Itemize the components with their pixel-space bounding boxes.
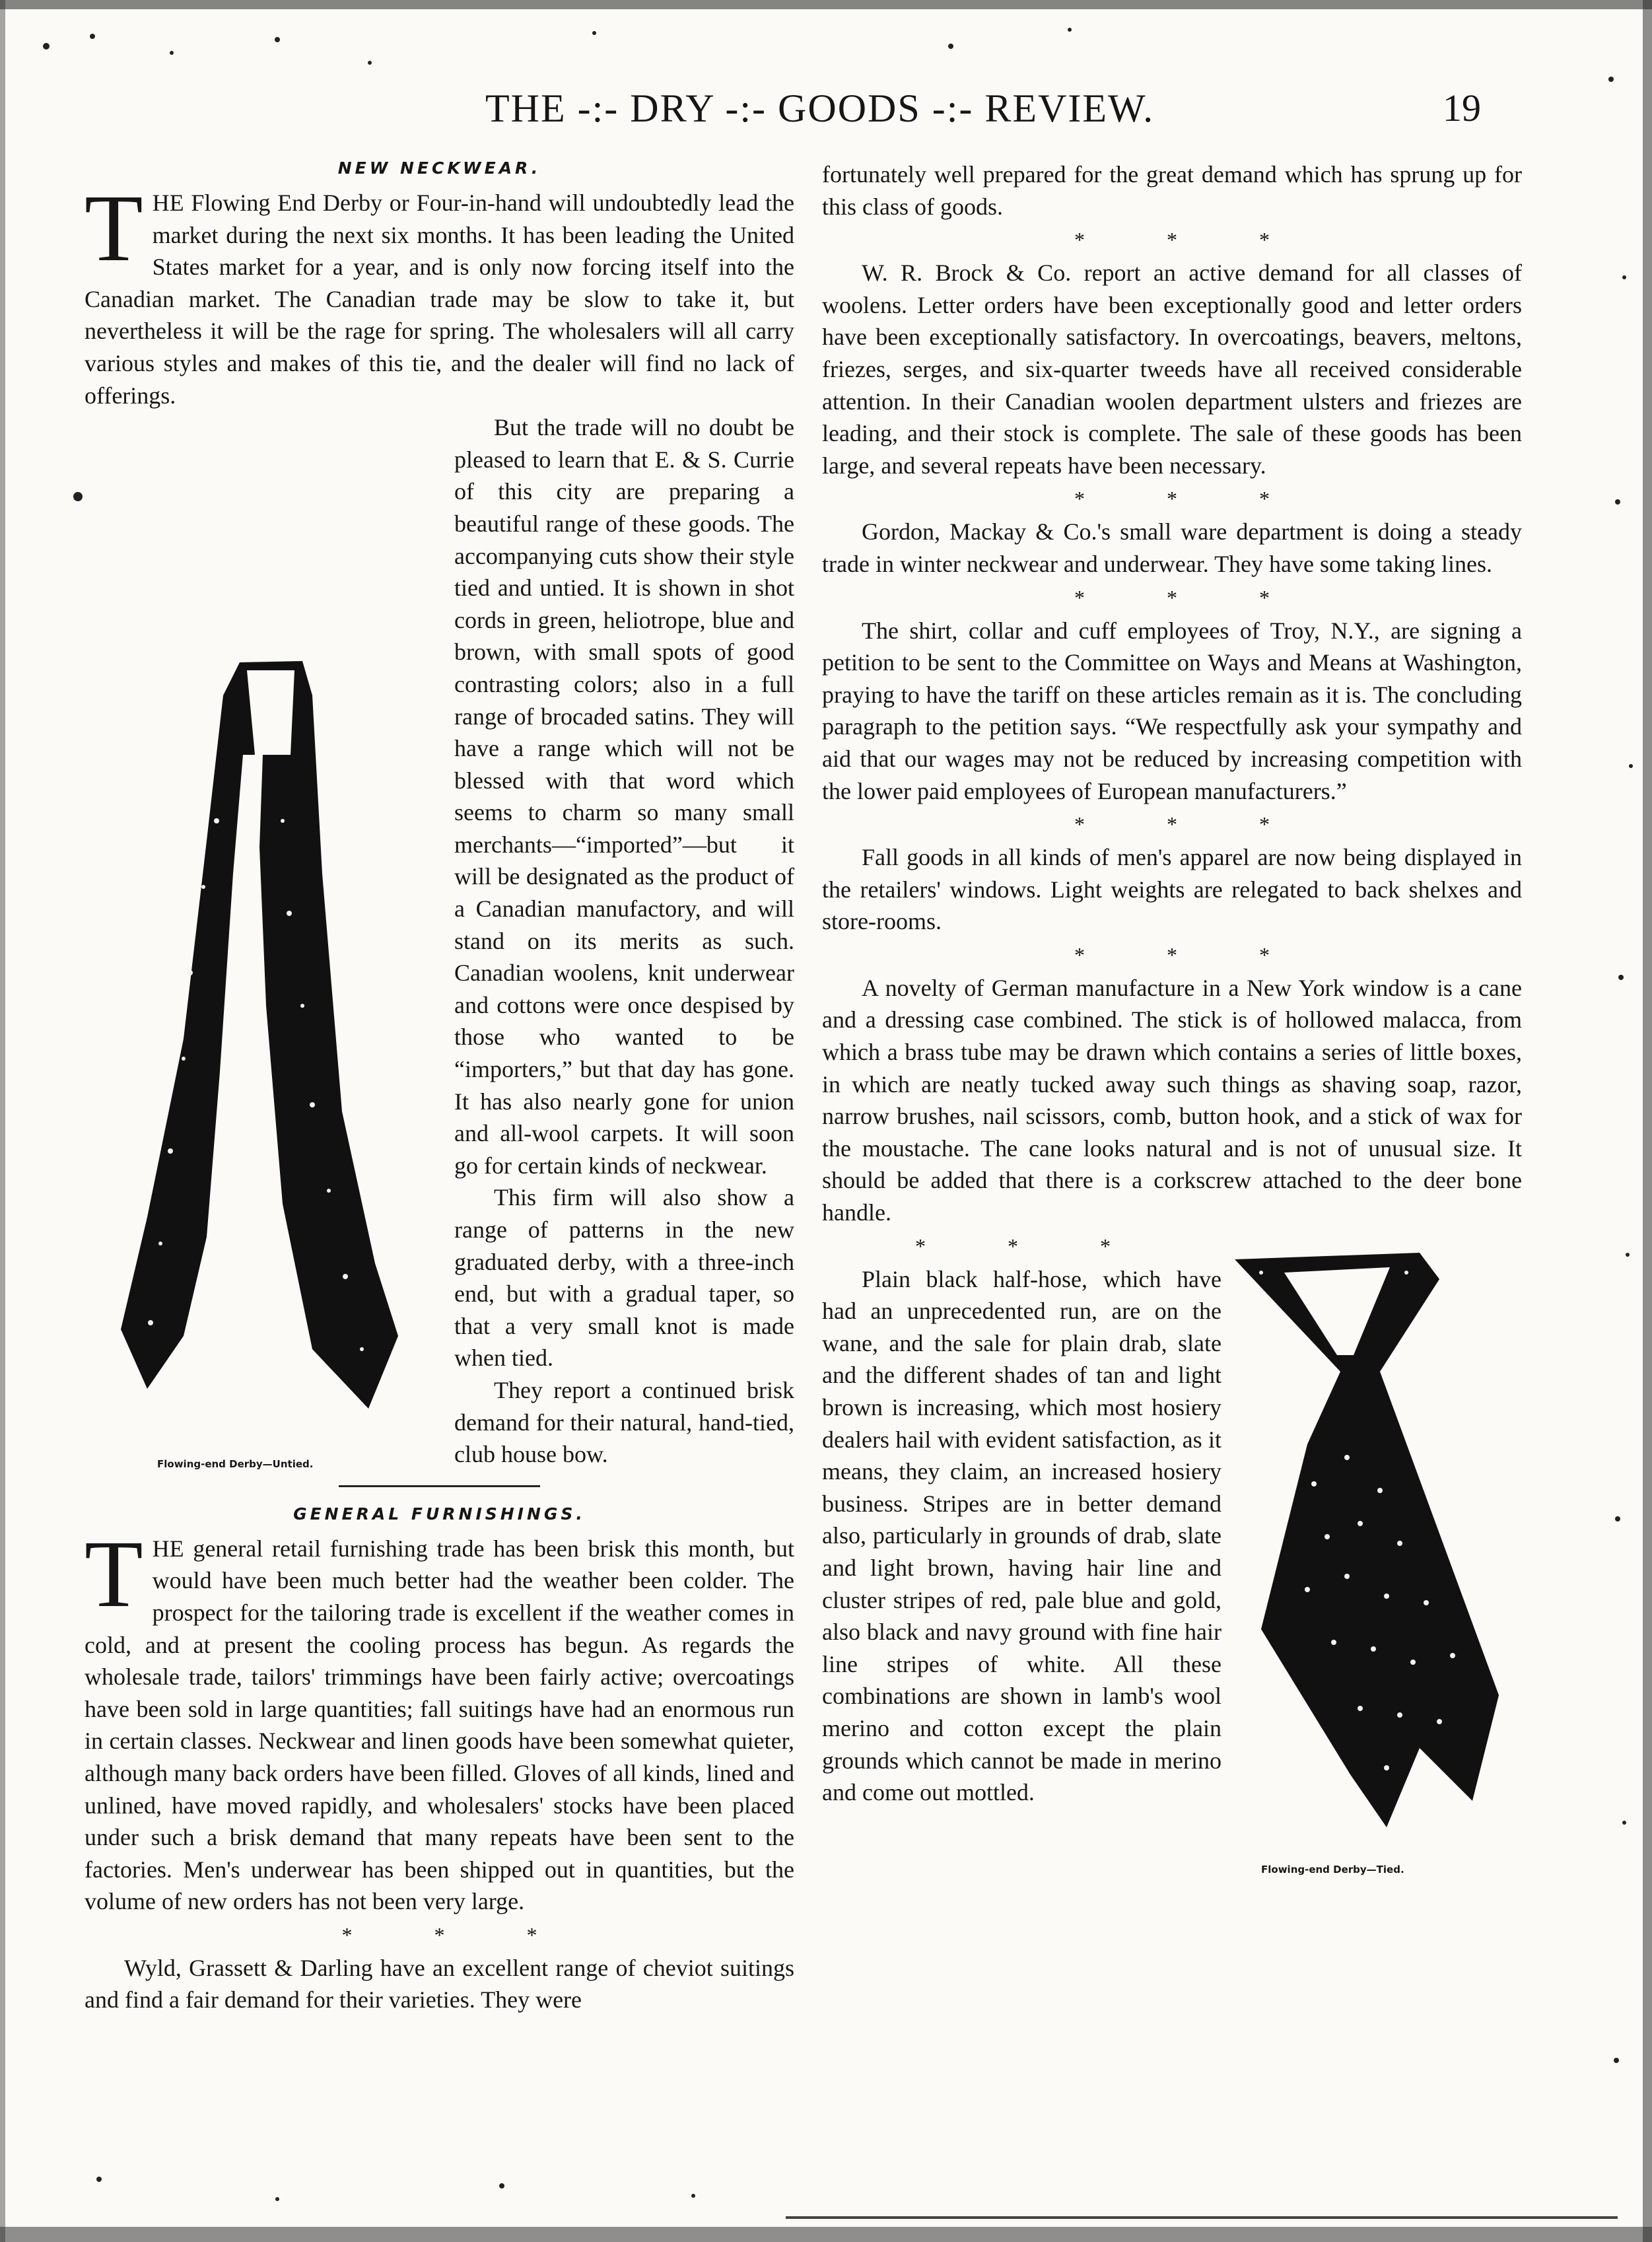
section-stars: * * *: [1074, 228, 1308, 252]
untied-derby-tie-illustration: [85, 411, 454, 1488]
general-furnishings-lead-text: HE general retail furnishing trade has been brisk this month, but would have been much better had the weather been colder. The prospect for the tailoring trade is excellent if the weather comes in cold, and at present the cooling process has begun. As regards the wholesale trade, tailors' trimmings have been fairly active; overcoatings have been sold in large quantities; fall suitings have had an enormous run in certain classes. Neckwear and linen goods have been somewhat quieter, although many back orders have been filled. Gloves of all kinds, lined and unlined, have moved rapidly, and wholesalers' stocks have been placed under such a brisk demand that many repeats have been sent to the factories. Men's underwear has been shipped out in quantities, but the volume of new orders has not been very large.: [85, 1535, 794, 1915]
tied-derby-tie-illustration: [1222, 1233, 1522, 1893]
left-column: [85, 158, 794, 2016]
masthead: THE -:- DRY -:- GOODS -:- REVIEW.: [485, 87, 1155, 130]
section-heading-general-furnishings: GENERAL FURNISHINGS.: [293, 1504, 586, 1524]
new-neckwear-lead-text: HE Flowing End Derby or Four-in-hand will undoubtedly lead the market during the next six months. It has been leading the United States market for a year, and is only now forcing itself into the Canadian market. The Canadian trade may be slow to take it, but nevertheless it will be the rage for spring. The wholesalers will all carry various styles and makes of this tie, and the dealer will find no lack of offerings.: [85, 190, 794, 409]
new-neckwear-graduated-derby-paragraph: This firm will also show a range of patterns in the new graduated derby, with a three-inch end, but with a gradual taper, so that a very small knot is made when tied.: [454, 1184, 794, 1372]
wyld-grassett-paragraph: Wyld, Grassett & Darling have an excellent range of cheviot suitings and find a fair demand for their varieties. They were: [85, 1954, 794, 2014]
dropcap: T: [85, 1521, 143, 1627]
new-neckwear-club-bow-paragraph: They report a continued brisk demand for their natural, hand-tied, club house bow.: [454, 1376, 794, 1468]
gordon-mackay-paragraph: Gordon, Mackay & Co.'s small ware department is doing a steady trade in winter neckwear and underwear. They have some taking lines.: [822, 518, 1522, 577]
section-stars: * * *: [341, 1922, 576, 1947]
running-head: [0, 86, 1652, 139]
troy-petition-paragraph: The shirt, collar and cuff employees of Troy, N.Y., are signing a petition to be sent to the Committee on Ways and Means at Washington, praying to have the tariff on these articles remain as it is. The concluding paragraph to the petition says. “We respectfully ask your sympathy and aid that our wages may not be reduced by increasing competition with the lower paid employees of European manufacturers.”: [822, 617, 1522, 804]
section-stars: * * *: [915, 1234, 1149, 1258]
section-stars: * * *: [1074, 942, 1308, 967]
section-stars: * * *: [1074, 487, 1308, 511]
section-stars: * * *: [1074, 812, 1308, 837]
right-column: [822, 158, 1522, 1893]
section-stars: * * *: [1074, 585, 1308, 610]
new-neckwear-intro: [85, 176, 794, 411]
half-hose-paragraph: Plain black half-hose, which have had an unprecedented run, are on the wane, and the sale for plain drab, slate and the different shades of tan and light brown is increasing, which most hosiery dealers hail with evident satisfaction, as it means, they claim, an increased hosiery business. Stripes are in better demand also, particularly in grounds of drab, slate and light brown, having hair line and cluster stripes of red, pale blue and gold, also black and navy ground with fine hair line stripes of white. All these combinations are shown in lamb's wool merino and cotton except the plain grounds which cannot be made in merino and come out mottled.: [822, 1265, 1222, 1806]
figure-tied-derby: [1222, 1233, 1522, 1893]
brock-paragraph: W. R. Brock & Co. report an active demand for all classes of woolens. Letter orders have been exceptionally good and letter orders have been exceptionally satisfactory. In overcoatings, beavers, meltons, friezes, serges, and six-quarter tweeds have all received considerable attention. In their Canadian woolen department ulsters and friezes are leading, and their stock is complete. The sale of these goods has been large, and several repeats have been necessary.: [822, 260, 1522, 479]
new-neckwear-currie-paragraph: But the trade will no doubt be pleased to learn that E. & S. Currie of this city are preparing a beautiful range of these goods. The accompanying cuts show their style tied and untied. It is shown in shot cords in green, heliotrope, blue and brown, with small spots of good contrasting colors; also in a full range of brocaded satins. They will have a range which will not be blessed with that word which seems to charm so many small merchants—“imported”—but it will be designated as the product of a Canadian manufactory, and will stand on its merits as such. Canadian woolens, knit underwear and cottons were once despised by those who wanted to be “importers,” but that day has gone. It has also nearly gone for union and all-wool carpets. It will soon go for certain kinds of neckwear.: [454, 414, 794, 1179]
fall-goods-paragraph: Fall goods in all kinds of men's apparel are now being displayed in the retailers' windows. Light weights are relegated to back shelxes and store-rooms.: [822, 844, 1522, 935]
figure-caption-tied: Flowing-end Derby—Tied.: [1261, 1863, 1404, 1875]
cane-novelty-paragraph: A novelty of German manufacture in a New York window is a cane and a dressing case combined. The stick is of hollowed malacca, from which a brass tube may be drawn which contains a series of little boxes, in which are neatly tucked away such things as shaving soap, razor, narrow brushes, nail scissors, comb, button hook, and a stick of wax for the moustache. The cane looks natural and is not of unusual size. It should be added that there is a corkscrew attached to the deer bone handle.: [822, 974, 1522, 1226]
dropcap: T: [85, 176, 143, 281]
continued-paragraph: fortunately well prepared for the great demand which has sprung up for this class of goods.: [822, 161, 1522, 220]
page-number: 19: [1443, 87, 1481, 129]
section-heading-new-neckwear: NEW NECKWEAR.: [337, 158, 541, 178]
figure-untied-derby: [85, 411, 454, 1488]
figure-caption-untied: Flowing-end Derby—Untied.: [157, 1458, 314, 1471]
general-furnishings-intro: [85, 1521, 794, 1918]
